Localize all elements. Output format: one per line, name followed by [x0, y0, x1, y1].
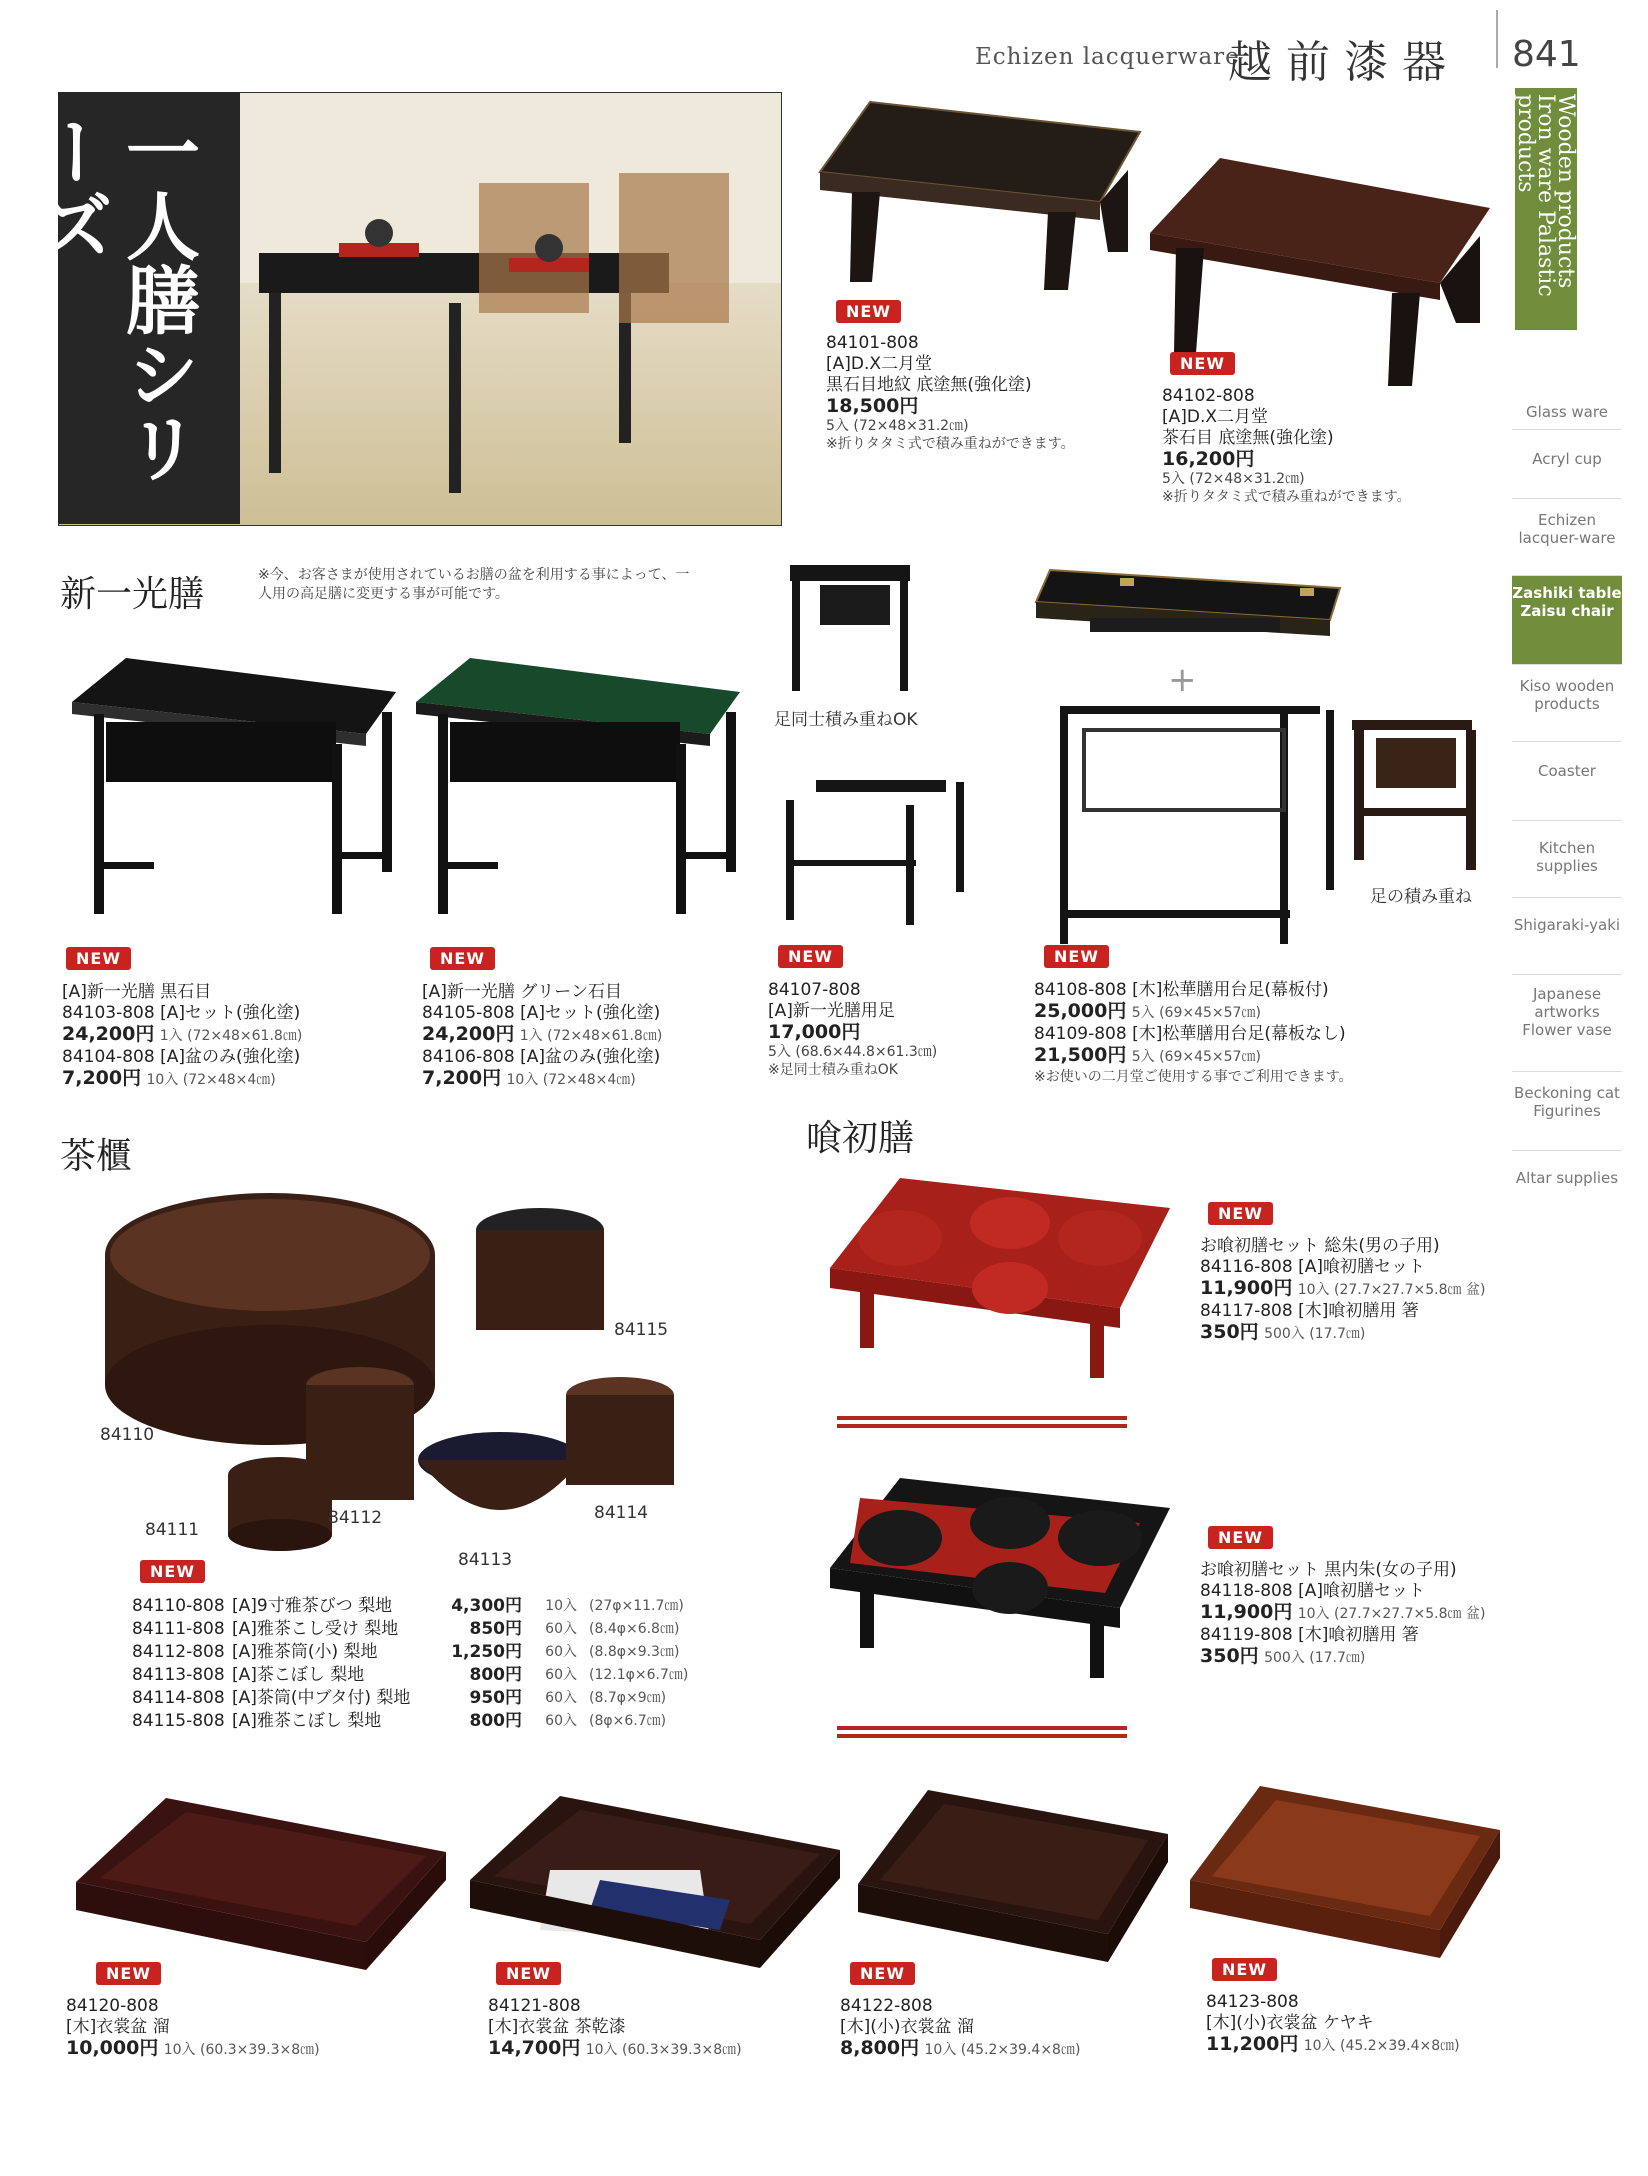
product-line-code: 84108-808 [木]松華膳用台足(幕板付): [1034, 980, 1329, 1000]
shin-ikko-green-image: [410, 652, 750, 922]
table-row: [132, 1664, 732, 1687]
section-title-shin-ikko: 新一光膳: [60, 574, 205, 615]
new-badge: NEW: [850, 1962, 915, 1985]
new-badge: NEW: [836, 300, 901, 323]
product-name: [A]D.X二月堂: [826, 354, 933, 374]
stack-label-2: 足の積み重ね: [1370, 887, 1472, 907]
product-line-code: 84104-808 [A]盆のみ(強化塗): [62, 1047, 301, 1067]
new-badge: NEW: [1044, 945, 1109, 968]
row-qty: 60入: [545, 1713, 577, 1729]
row-size: (8.4φ×6.8㎝): [589, 1621, 680, 1637]
row-code: 84111-808: [132, 1619, 225, 1639]
product-84122: [840, 1996, 1160, 2061]
product-spec: 5入 (68.6×44.8×61.3㎝): [768, 1044, 938, 1060]
photo-label-84112: 84112: [328, 1508, 383, 1528]
shin-ikko-note: ※今、お客さまが使用されているお膳の盆を利用する事によって、一人用の高足膳に変更する事が可能です。: [258, 567, 690, 602]
product-note: ※お使いの二月堂ご使用する事でご利用できます。: [1034, 1069, 1353, 1085]
product-line-code: 84105-808 [A]セット(強化塗): [422, 1003, 661, 1023]
new-badge: NEW: [1208, 1202, 1273, 1225]
product-spec: 500入 (17.7㎝): [1264, 1326, 1366, 1342]
product-title: お喰初膳セット 総朱(男の子用): [1200, 1236, 1440, 1256]
product-price: 11,900円: [1200, 1601, 1293, 1623]
sidebar-item-beckoning[interactable]: Beckoning cat Figurines: [1512, 1072, 1622, 1151]
table-84101-image: [810, 92, 1150, 292]
product-price: 11,200円: [1206, 2033, 1299, 2055]
row-name: [A]茶筒(中ブタ付) 梨地: [232, 1688, 411, 1708]
product-line-code: 84109-808 [木]松華膳用台足(幕板なし): [1034, 1024, 1346, 1044]
product-spec: 10入 (45.2×39.4×8㎝): [1303, 2038, 1460, 2054]
product-spec: 1入 (72×48×61.8㎝): [159, 1028, 303, 1044]
sidebar-item-kiso[interactable]: Kiso wooden products: [1512, 665, 1622, 742]
sidebar-item-kitchen[interactable]: Kitchen supplies: [1512, 821, 1622, 898]
product-price: 350円: [1200, 1645, 1259, 1667]
product-name: [A]D.X二月堂: [1162, 407, 1269, 427]
hero-title-panel: [28, 92, 240, 524]
product-84101: [826, 333, 1156, 453]
product-name: [木]衣裳盆 茶乾漆: [488, 2017, 626, 2037]
photo-label-84114: 84114: [594, 1503, 649, 1523]
chopsticks-red-image: [835, 1718, 1135, 1748]
product-line-code: 84116-808 [A]喰初膳セット: [1200, 1257, 1425, 1277]
stack-label: 足同士積み重ねOK: [774, 710, 918, 730]
row-price: 850円: [469, 1619, 522, 1639]
new-badge: NEW: [1212, 1958, 1277, 1981]
product-line-code: 84117-808 [木]喰初膳用 箸: [1200, 1301, 1419, 1321]
chabitsu-photo: [100, 1180, 680, 1560]
row-code: 84114-808: [132, 1688, 225, 1708]
tray-84123-image: [1180, 1780, 1510, 1970]
product-price: 14,700円: [488, 2037, 581, 2059]
table-row: [132, 1710, 732, 1733]
product-spec: 10入 (45.2×39.4×8㎝): [924, 2042, 1081, 2058]
tray-84120-image: [66, 1792, 456, 1982]
table-row: [132, 1595, 732, 1618]
shin-ikko-legs-image: [776, 760, 976, 930]
plus-sign: +: [1168, 660, 1197, 700]
product-note: ※折りタタミ式で積み重ねができます。: [1162, 489, 1411, 505]
product-title: [A]新一光膳 黒石目: [62, 982, 212, 1002]
product-spec: 10入 (60.3×39.3×8㎝): [585, 2042, 742, 2058]
section-title-kuizome: 喰初膳: [806, 1118, 915, 1159]
row-size: (8φ×6.7㎝): [589, 1713, 667, 1729]
row-price: 800円: [469, 1665, 522, 1685]
product-84107: [768, 980, 1018, 1079]
photo-label-84111: 84111: [145, 1520, 200, 1540]
sidebar-main-tab-label: Wooden products Iron ware Palastic products: [1513, 94, 1578, 297]
product-line-code: 84103-808 [A]セット(強化塗): [62, 1003, 301, 1023]
row-name: [A]雅茶こぼし 梨地: [232, 1711, 382, 1731]
row-code: 84115-808: [132, 1711, 225, 1731]
page-number: 841: [1512, 34, 1581, 75]
sidebar-item-zashiki[interactable]: Zashiki table Zaisu chair: [1512, 576, 1622, 665]
product-84108-84109: [1034, 980, 1434, 1086]
product-code: 84102-808: [1162, 386, 1255, 406]
product-price: 17,000円: [768, 1021, 861, 1043]
stacked-legs-image: [780, 555, 920, 695]
product-name: [A]新一光膳用足: [768, 1001, 895, 1021]
shoka-tray-image: [1030, 560, 1350, 660]
chopsticks-red-image: [835, 1408, 1135, 1438]
row-size: (12.1φ×6.7㎝): [589, 1667, 689, 1683]
product-name: [木](小)衣裳盆 ケヤキ: [1206, 2013, 1374, 2033]
new-badge: NEW: [430, 947, 495, 970]
product-line-code: 84119-808 [木]喰初膳用 箸: [1200, 1625, 1419, 1645]
row-name: [A]雅茶筒(小) 梨地: [232, 1642, 378, 1662]
product-shin-ikko-black: [62, 982, 402, 1091]
product-84123: [1206, 1992, 1526, 2057]
product-price: 24,200円: [422, 1023, 515, 1045]
product-spec: 500入 (17.7㎝): [1264, 1650, 1366, 1666]
product-code: 84121-808: [488, 1996, 581, 2016]
kuizome-set-boy: [1200, 1236, 1510, 1345]
table-row: [132, 1687, 732, 1710]
product-note: ※足同士積み重ねOK: [768, 1062, 898, 1078]
new-badge: NEW: [778, 945, 843, 968]
row-size: (8.8φ×9.3㎝): [589, 1644, 680, 1660]
product-spec: 10入 (27.7×27.7×5.8㎝ 盆): [1297, 1282, 1486, 1298]
row-qty: 60入: [545, 1667, 577, 1683]
row-code: 84113-808: [132, 1665, 225, 1685]
row-price: 950円: [469, 1688, 522, 1708]
hero-title: 一人膳シリーズ: [28, 114, 200, 484]
product-line-code: 84106-808 [A]盆のみ(強化塗): [422, 1047, 661, 1067]
photo-label-84115: 84115: [614, 1320, 669, 1340]
row-qty: 10入: [545, 1598, 577, 1614]
product-price: 8,800円: [840, 2037, 920, 2059]
row-size: (8.7φ×9㎝): [589, 1690, 667, 1706]
photo-label-84113: 84113: [458, 1550, 513, 1570]
sidebar-item-acryl[interactable]: Acryl cup: [1512, 430, 1622, 499]
product-code: 84120-808: [66, 1996, 159, 2016]
product-84121: [488, 1996, 848, 2061]
section-title-chabitsu: 茶櫃: [60, 1136, 133, 1177]
new-badge: NEW: [140, 1560, 205, 1583]
product-84102: [1162, 386, 1492, 506]
product-note: ※折りタタミ式で積み重ねができます。: [826, 436, 1075, 452]
product-spec: 1入 (72×48×61.8㎝): [519, 1028, 663, 1044]
table-row: [132, 1641, 732, 1664]
product-price: 21,500円: [1034, 1044, 1127, 1066]
product-code: 84101-808: [826, 333, 919, 353]
product-spec: 10入 (60.3×39.3×8㎝): [163, 2042, 320, 2058]
product-name: [木]衣裳盆 溜: [66, 2017, 170, 2037]
row-name: [A]雅茶こし受け 梨地: [232, 1619, 399, 1639]
product-desc: 茶石目 底塗無(強化塗): [1162, 428, 1334, 448]
photo-label-84110: 84110: [100, 1425, 155, 1445]
row-name: [A]茶こぼし 梨地: [232, 1665, 365, 1685]
product-price: 11,900円: [1200, 1277, 1293, 1299]
product-name: [木](小)衣裳盆 溜: [840, 2017, 974, 2037]
product-code: 84123-808: [1206, 1992, 1299, 2012]
product-spec: 10入 (27.7×27.7×5.8㎝ 盆): [1297, 1606, 1486, 1622]
tray-84121-image: [460, 1790, 850, 1980]
sidebar-item-coaster[interactable]: Coaster: [1512, 742, 1622, 821]
product-spec: 5入 (72×48×31.2㎝): [826, 418, 969, 434]
product-desc: 黒石目地紋 底塗無(強化塗): [826, 375, 1032, 395]
product-price: 7,200円: [62, 1067, 142, 1089]
tray-84122-image: [848, 1784, 1178, 1974]
product-spec: 5入 (69×45×57㎝): [1131, 1005, 1261, 1021]
product-code: 84107-808: [768, 980, 861, 1000]
new-badge: NEW: [1208, 1526, 1273, 1549]
row-price: 1,250円: [451, 1642, 522, 1662]
kuizome-black-set-image: [820, 1458, 1180, 1698]
category-jp: 越前漆器: [1228, 37, 1460, 88]
product-shin-ikko-green: [422, 982, 762, 1091]
product-price: 18,500円: [826, 395, 919, 417]
new-badge: NEW: [496, 1962, 561, 1985]
product-price: 10,000円: [66, 2037, 159, 2059]
row-price: 4,300円: [451, 1596, 522, 1616]
product-price: 7,200円: [422, 1067, 502, 1089]
row-qty: 60入: [545, 1621, 577, 1637]
sidebar-item-echizen[interactable]: Echizen lacquer-ware: [1512, 499, 1622, 576]
row-code: 84110-808: [132, 1596, 225, 1616]
stacked-shoka-legs-image: [1346, 708, 1486, 878]
kuizome-set-girl: [1200, 1560, 1510, 1669]
new-badge: NEW: [96, 1962, 161, 1985]
row-name: [A]9寸雅茶びつ 梨地: [232, 1596, 393, 1616]
new-badge: NEW: [1170, 352, 1235, 375]
product-spec: 5入 (72×48×31.2㎝): [1162, 471, 1305, 487]
product-price: 16,200円: [1162, 448, 1255, 470]
product-line-code: 84118-808 [A]喰初膳セット: [1200, 1581, 1425, 1601]
product-spec: 10入 (72×48×4㎝): [146, 1072, 276, 1088]
product-code: 84122-808: [840, 1996, 933, 2016]
sidebar-item-glass[interactable]: Glass ware: [1512, 395, 1622, 430]
row-qty: 60入: [545, 1690, 577, 1706]
shoka-legs-image: [1040, 700, 1340, 960]
table-row: [132, 1618, 732, 1641]
sidebar-item-artworks[interactable]: Japanese artworks Flower vase: [1512, 975, 1622, 1072]
chabitsu-table: [132, 1595, 732, 1733]
product-title: お喰初膳セット 黒内朱(女の子用): [1200, 1560, 1457, 1580]
shin-ikko-black-image: [66, 652, 406, 922]
product-84120: [66, 1996, 426, 2061]
product-spec: 5入 (69×45×57㎝): [1131, 1049, 1261, 1065]
sidebar-main-tab[interactable]: [1515, 88, 1577, 330]
product-title: [A]新一光膳 グリーン石目: [422, 982, 622, 1002]
sidebar: [1512, 395, 1624, 1227]
row-size: (27φ×11.7㎝): [589, 1598, 684, 1614]
product-price: 24,200円: [62, 1023, 155, 1045]
kuizome-red-set-image: [820, 1158, 1180, 1398]
product-price: 25,000円: [1034, 1000, 1127, 1022]
sidebar-item-altar[interactable]: Altar supplies: [1515, 1169, 1619, 1187]
category-en: Echizen lacquerware: [975, 44, 1240, 70]
row-qty: 60入: [545, 1644, 577, 1660]
product-spec: 10入 (72×48×4㎝): [506, 1072, 636, 1088]
row-code: 84112-808: [132, 1642, 225, 1662]
sidebar-item-shigaraki[interactable]: Shigaraki-yaki: [1512, 898, 1622, 975]
header-divider: [1496, 10, 1498, 68]
row-price: 800円: [469, 1711, 522, 1731]
product-price: 350円: [1200, 1321, 1259, 1343]
new-badge: NEW: [66, 947, 131, 970]
